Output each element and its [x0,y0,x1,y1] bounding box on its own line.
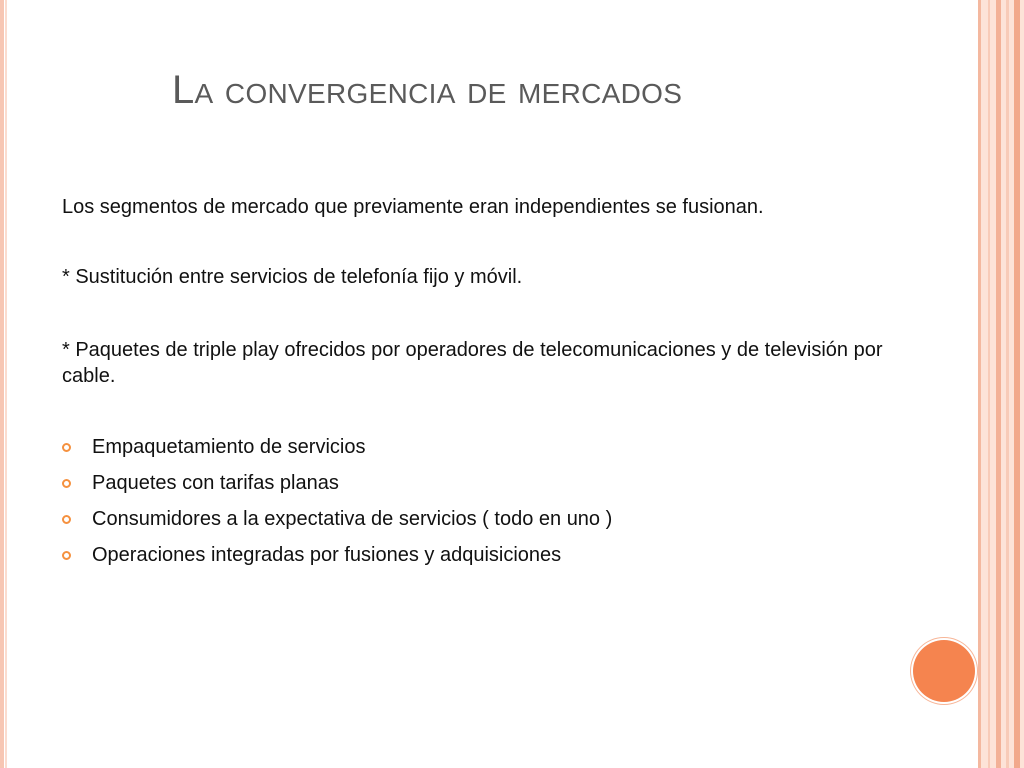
decorative-circle [913,640,975,702]
left-edge-stripe [0,0,4,768]
left-edge-stripe-inner [5,0,7,768]
right-edge-stripe [978,0,981,768]
hollow-circle-icon [62,515,71,524]
slide-title: La convergencia de mercados [172,68,683,112]
list-item-label: Empaquetamiento de servicios [92,436,366,458]
right-edge-stripe [1014,0,1020,768]
list-item-label: Paquetes con tarifas planas [92,472,339,494]
hollow-circle-icon [62,443,71,452]
triple-play-paragraph: * Paquetes de triple play ofrecidos por operadores de telecomunicaciones y de televisión por cable. [62,339,883,387]
intro-paragraph: Los segmentos de mercado que previamente eran independientes se fusionan. [62,196,764,218]
substitution-paragraph: * Sustitución entre servicios de telefonía fijo y móvil. [62,266,523,288]
right-edge-stripe [996,0,1001,768]
list-item-label: Operaciones integradas por fusiones y adquisiciones [92,544,562,566]
right-edge-stripe [988,0,990,768]
hollow-circle-icon [62,479,71,488]
list-item-label: Consumidores a la expectativa de servicios ( todo en uno ) [92,508,613,530]
right-edge-stripe [1006,0,1009,768]
hollow-circle-icon [62,551,71,560]
